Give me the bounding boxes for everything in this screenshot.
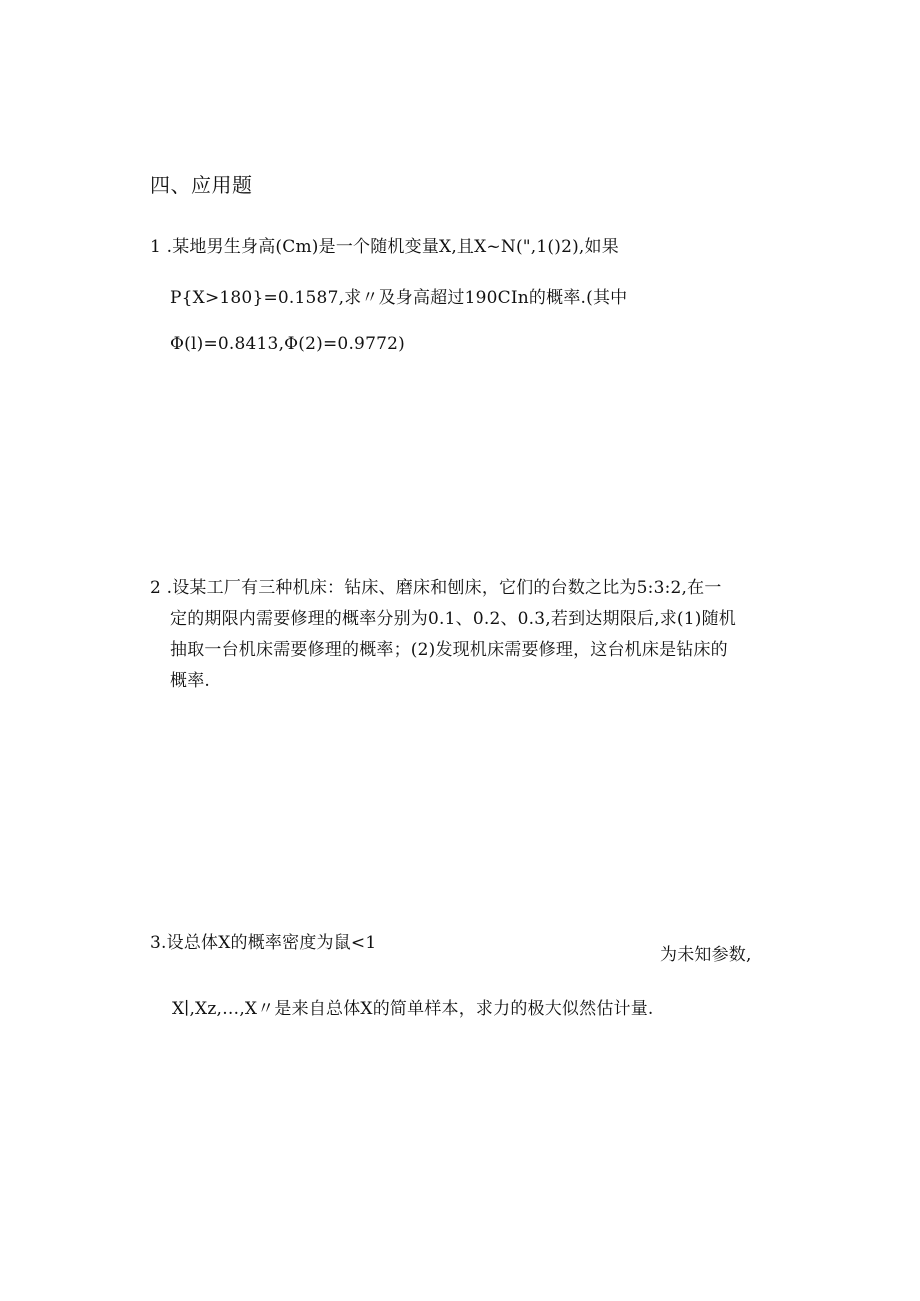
q1-line-1: 1 .某地男生身高(Cm)是一个随机变量X,且X~N(",1()2),如果	[150, 237, 619, 257]
q3-line-1-left: 3.设总体X的概率密度为鼠<1	[150, 933, 377, 953]
q1-line-3: Φ(l)=0.8413,Φ(2)=0.9772)	[170, 334, 405, 354]
q2-line-2: 定的期限内需要修理的概率分别为0.1、0.2、0.3,若到达期限后,求(1)随机	[170, 609, 736, 629]
q2-line-1: 2 .设某工厂有三种机床：钻床、磨床和刨床，它们的台数之比为5:3:2,在一	[150, 578, 722, 598]
q1-line-2: P{X>180}=0.1587,求〃及身高超过190CIn的概率.(其中	[170, 288, 628, 308]
q2-line-3: 抽取一台机床需要修理的概率；(2)发现机床需要修理，这台机床是钻床的	[170, 640, 728, 660]
section-heading: 四、应用题	[150, 173, 253, 197]
q2-line-4: 概率.	[170, 671, 211, 691]
q3-line-2: X∣,Xz,…,X〃是来自总体X的简单样本，求力的极大似然估计量.	[172, 999, 654, 1019]
q3-line-1-right: 为未知参数,	[660, 945, 752, 965]
q2-paragraph	[150, 573, 736, 697]
